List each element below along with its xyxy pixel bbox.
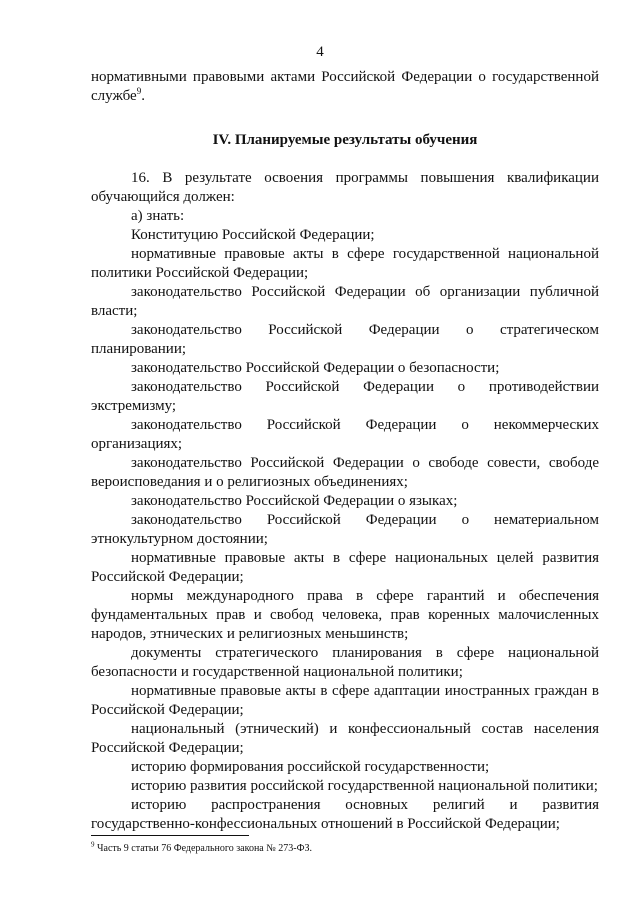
footnote-text: Часть 9 статьи 76 Федерального закона № 273-ФЗ. — [94, 843, 313, 854]
list-item: законодательство Российской Федерации об организации публичной власти; — [91, 284, 599, 319]
list-item: Конституцию Российской Федерации; — [131, 227, 375, 243]
list-item: законодательство Российской Федерации о стратегическом планировании; — [91, 322, 599, 357]
list-item: законодательство Российской Федерации о некоммерческих организациях; — [91, 417, 599, 452]
list-item: законодательство Российской Федерации о нематериальном этнокультурном достоянии; — [91, 512, 599, 547]
intro-tail: . — [141, 88, 145, 104]
intro-paragraph — [91, 68, 599, 106]
list-item: национальный (этнический) и конфессиональный состав населения Российской Федерации; — [91, 721, 599, 756]
list-item: нормы международного права в сфере гарантий и обеспечения фундаментальных прав и свобод человека, прав коренных малочисленных народов, этнических и религиозных меньшинств; — [91, 588, 599, 642]
list-item: нормативные правовые акты в сфере национальных целей развития Российской Федерации; — [91, 550, 599, 585]
list-item: нормативные правовые акты в сфере государственной национальной политики Российской Федерации; — [91, 246, 599, 281]
list-item: законодательство Российской Федерации о свободе совести, свободе вероисповедания и о религиозных объединениях; — [91, 455, 599, 490]
page-number: 4 — [316, 44, 324, 60]
list-item: историю распространения основных религий и развития государственно-конфессиональных отношений в Российской Федерации; — [91, 797, 599, 832]
section-title: IV. Планируемые результаты обучения — [212, 132, 478, 148]
footnote — [91, 842, 599, 855]
list-item: законодательство Российской Федерации о противодействии экстремизму; — [91, 379, 599, 414]
footnote-reference: 9 — [136, 86, 142, 96]
footnote-marker: 9 — [91, 840, 95, 849]
list-item: нормативные правовые акты в сфере адаптации иностранных граждан в Российской Федерации; — [91, 683, 599, 718]
list-item: документы стратегического планирования в сфере национальной безопасности и государственной национальной политики; — [91, 645, 599, 680]
list-item: законодательство Российской Федерации о безопасности; — [131, 360, 500, 376]
list-item: историю формирования российской государственности; — [131, 759, 490, 775]
page-content — [91, 68, 599, 834]
list-item: историю развития российской государственной национальной политики; — [131, 778, 598, 794]
list-item: законодательство Российской Федерации о языках; — [131, 493, 458, 509]
footnote-separator — [91, 835, 249, 836]
intro-text: нормативными правовыми актами Российской Федерации о государственной службе — [91, 69, 599, 104]
paragraph-16: 16. В результате освоения программы повышения квалификации обучающийся должен: — [91, 170, 599, 205]
subheading-know: а) знать: — [131, 208, 185, 224]
